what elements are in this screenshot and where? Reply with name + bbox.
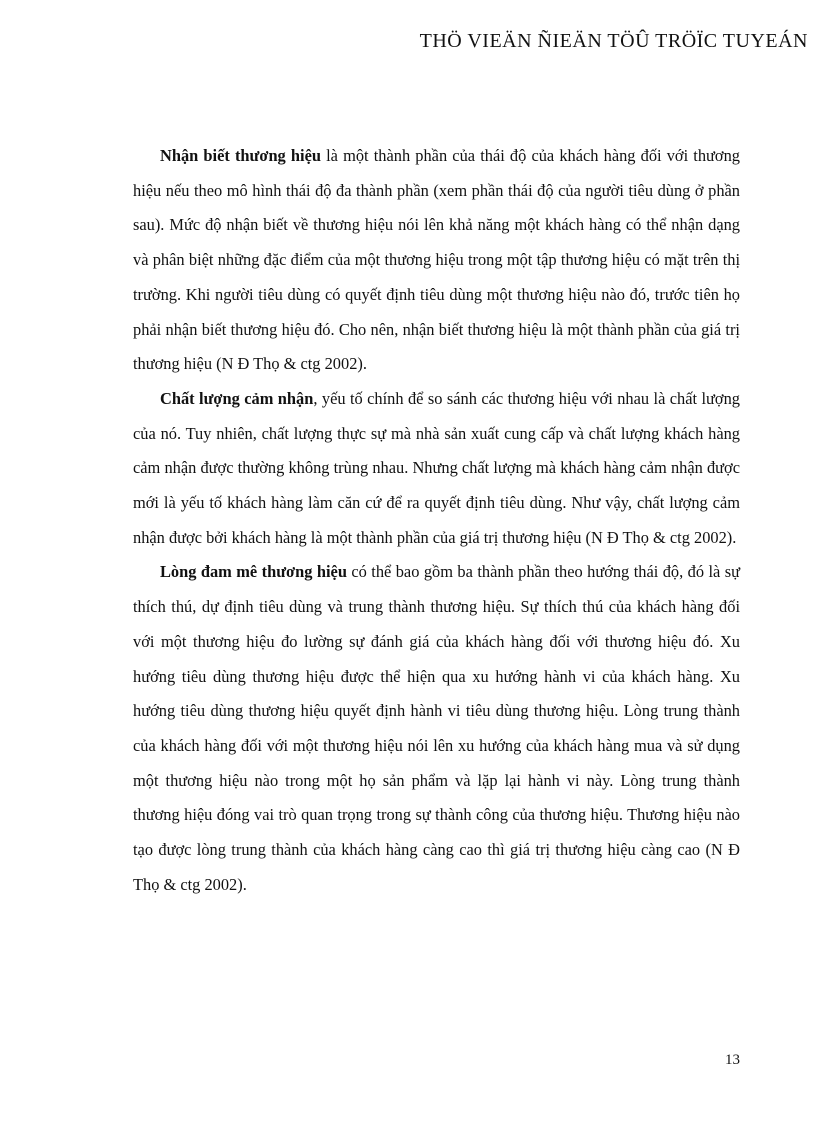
paragraph-perceived-quality [133,382,740,556]
paragraph-text: có thể bao gồm ba thành phần theo hướng thái độ, đó là sự thích thú, dự định tiêu dùng và trung thành thương hiệu. Sự thích thú của khách hàng đối với một thương hiệu đo lường sự đánh giá của khách hàng đối với thương hiệu đó. Xu hướng tiêu dùng thương hiệu được thể hiện qua xu hướng hành vi của khách hàng. Xu hướng tiêu dùng thương hiệu quyết định hành vi tiêu dùng thương hiệu. Lòng trung thành của khách hàng đối với một thương hiệu nói lên xu hướng của khách hàng mua và sử dụng một thương hiệu nào trong một họ sản phẩm và lặp lại hành vi này. Lòng trung thành thương hiệu đóng vai trò quan trọng trong sự thành công của thương hiệu. Thương hiệu nào tạo được lòng trung thành của khách hàng càng cao thì giá trị thương hiệu càng cao (N Đ Thọ & ctg 2002). [133,562,740,894]
running-header: THÖ VIEÄN ÑIEÄN TÖÛ TRÖÏC TUYEÁN [419,30,808,52]
term-perceived-quality: Chất lượng cảm nhận [160,388,314,408]
term-brand-awareness: Nhận biết thương hiệu [160,146,321,165]
paragraph-text: là một thành phần của thái độ của khách hàng đối với thương hiệu nếu theo mô hình thái độ đa thành phần (xem phần thái độ của người tiêu dùng ở phần sau). Mức độ nhận biết về thương hiệu nói lên khả năng một khách hàng có thể nhận dạng và phân biệt những đặc điểm của một thương hiệu trong một tập thương hiệu có mặt trên thị trường. Khi người tiêu dùng có quyết định tiêu dùng một thương hiệu nào đó, trước tiên họ phải nhận biết thương hiệu đó. Cho nên, nhận biết thương hiệu là một thành phần của giá trị thương hiệu (N Đ Thọ & ctg 2002). [133,146,740,374]
term-brand-passion: Lòng đam mê thương hiệu [160,562,347,582]
body-text [133,139,740,902]
paragraph-text: , yếu tố chính để so sánh các thương hiệu với nhau là chất lượng của nó. Tuy nhiên, chất lượng thực sự mà nhà sản xuất cung cấp và chất lượng khách hàng cảm nhận được thường không trùng nhau. Nhưng chất lượng mà khách hàng cảm nhận được mới là yếu tố khách hàng làm căn cứ để ra quyết định tiêu dùng. Như vậy, chất lượng cảm nhận được bởi khách hàng là một thành phần của giá trị thương hiệu (N Đ Thọ & ctg 2002). [133,388,740,547]
paragraph-brand-passion [133,555,740,902]
paragraph-brand-awareness [133,139,740,382]
page-number: 13 [725,1052,740,1068]
